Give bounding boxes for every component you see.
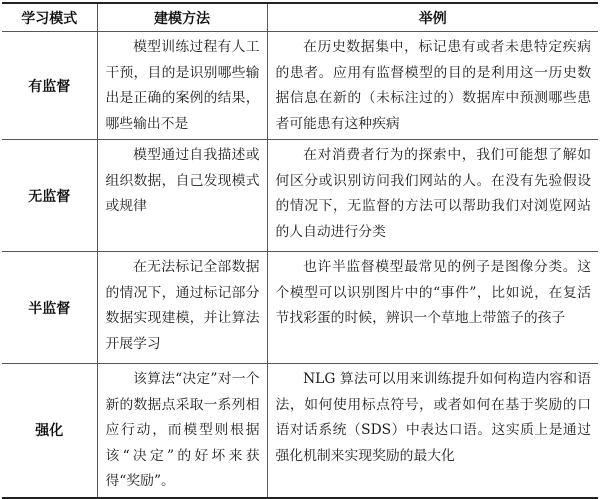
example-cell: 在历史数据集中，标记患有或者未患特定疾病的患者。应用有监督模型的目的是利用这一历史数据信息在新的（未标注过的）数据库中预测哪些患者可能患有这种疾病: [267, 32, 598, 140]
method-cell: 在无法标记全部数据的情况下，通过标记部分数据实现建模，并让算法开展学习: [97, 252, 267, 364]
mode-cell: 有监督: [2, 32, 97, 140]
table-row-supervised: [2, 32, 598, 140]
mode-cell: 强化: [2, 364, 97, 498]
method-cell: 模型通过自我描述或组织数据，自己发现模式或规律: [97, 140, 267, 252]
example-cell: 在对消费者行为的探索中，我们可能想了解如何区分或识别访问我们网站的人。在没有先验假设的情况下，无监督的方法可以帮助我们对浏览网站的人自动进行分类: [267, 140, 598, 252]
header-modeling-method: 建模方法: [97, 3, 267, 32]
table-header-row: [2, 3, 598, 32]
header-learning-mode: 学习模式: [2, 3, 97, 32]
table-row-semi-supervised: [2, 252, 598, 364]
mode-cell: 半监督: [2, 252, 97, 364]
learning-modes-table: [2, 2, 598, 499]
header-example: 举例: [267, 3, 598, 32]
method-cell: 该算法“决定”对一个新的数据点采取一系列相应行动，而模型则根据该“决定”的好坏来获得“奖励”。: [97, 364, 267, 498]
table-row-reinforcement: [2, 364, 598, 498]
mode-cell: 无监督: [2, 140, 97, 252]
method-cell: 模型训练过程有人工干预，目的是识别哪些输出是正确的案例的结果，哪些输出不是: [97, 32, 267, 140]
example-cell: 也许半监督模型最常见的例子是图像分类。这个模型可以识别图片中的“事件”，比如说，在复活节找彩蛋的时候，辨识一个草地上带篮子的孩子: [267, 252, 598, 364]
table-row-unsupervised: [2, 140, 598, 252]
example-cell: NLG 算法可以用来训练提升如何构造内容和语法，如何使用标点符号，或者如何在基于奖励的口语对话系统（SDS）中表达口语。这实质上是通过强化机制来实现奖励的最大化: [267, 364, 598, 498]
